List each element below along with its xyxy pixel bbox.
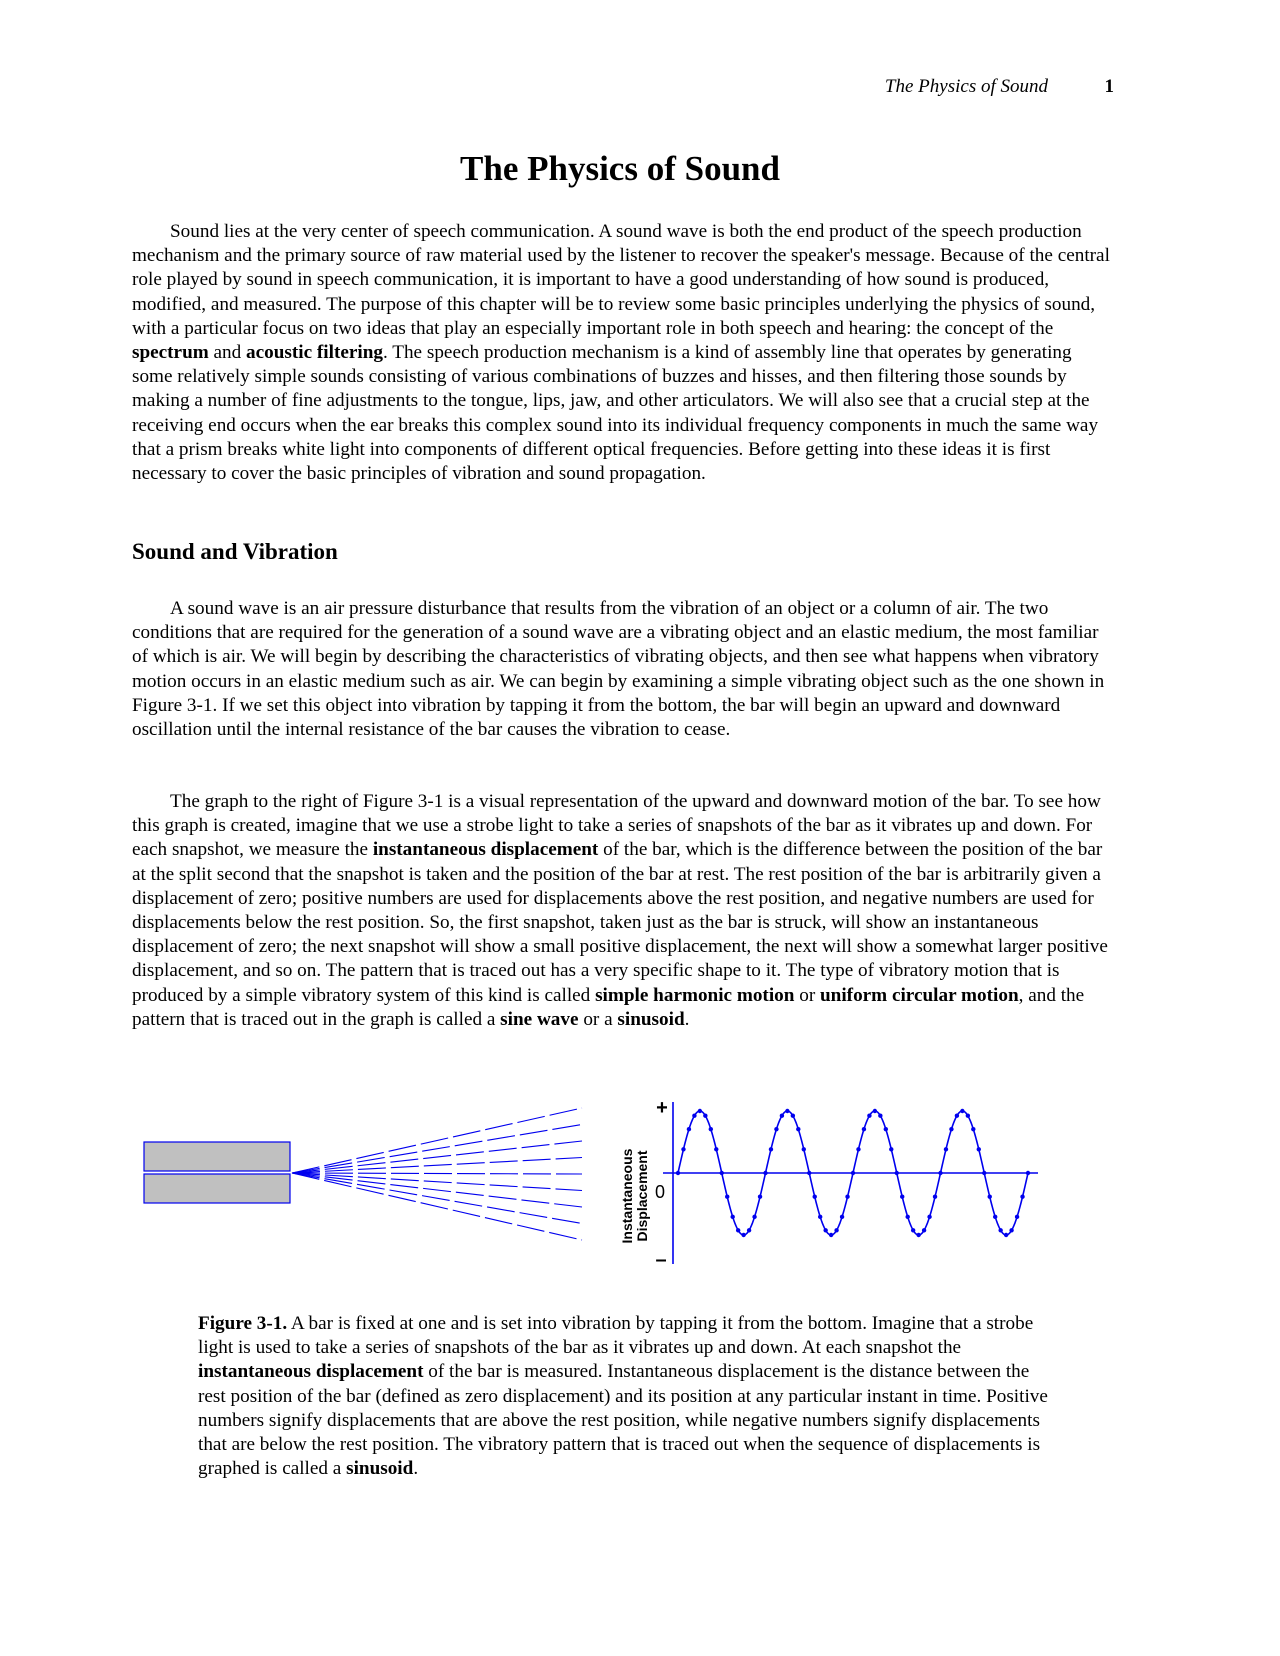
section-heading: Sound and Vibration (132, 539, 338, 564)
running-head (130, 76, 1114, 100)
figure-caption (198, 1312, 1058, 1481)
snapshot-point (813, 1195, 817, 1199)
tick-zero: 0 (654, 1182, 666, 1202)
snapshot-point (873, 1109, 877, 1113)
section-paragraph-1: A sound wave is an air pressure disturbance that results from the vibration of an object or a column of air. The two conditions that are required for the generation of a sound wave are a vibrating object and an elastic medium, the most familiar of which is air. We will begin by describing the characteristics of vibrating objects, and then see what happens when vibratory motion occurs in an elastic medium such as air. We can begin by examining a simple vibrating object such as the one shown in Figure 3-1. If we set this object into vibration by tapping it from the bottom, the bar will begin an upward and downward oscillation until the internal resistance of the bar causes the vibration to cease. (132, 598, 1105, 741)
text-run: A bar is fixed at one and is set into vibration by tapping it from the bottom. Imagine that a strobe light is used to take a series of snapshots of the bar as it vibrates up and down. At each snapshot the (198, 1313, 1034, 1359)
vibration-ray (292, 1141, 582, 1173)
vibration-ray (292, 1173, 582, 1240)
snapshot-point (949, 1127, 953, 1131)
snapshot-point (681, 1147, 685, 1151)
snapshot-point (938, 1171, 942, 1175)
snapshot-point (834, 1228, 838, 1232)
term-simple-harmonic-motion: simple harmonic motion (595, 984, 795, 1006)
term-instantaneous-displacement: instantaneous displacement (372, 839, 599, 861)
vibration-ray (292, 1108, 582, 1173)
snapshot-point (867, 1114, 871, 1118)
snapshot-point (785, 1109, 789, 1113)
text-run: Sound lies at the very center of speech communication. A sound wave is both the end product of the speech production mechanism and the primary source of raw material used by the listener to recover the speaker's message. Because of the central role played by sound in speech communication, it is important to have a good understanding of how sound is produced, modified, and measured. The purpose of this chapter will be to review some basic principles underlying the physics of sound, with a particular focus on two ideas that play an especially important role in both speech and hearing: the concept of the (132, 221, 1110, 339)
snapshot-point (845, 1195, 849, 1199)
snapshot-point (884, 1127, 888, 1131)
text-run: of the bar, which is the difference between the position of the bar at the split second that the snapshot is taken and the position of the bar at rest. The rest position of the bar is arbitrarily given a displacement of zero; positive numbers are used for displacements above the rest position, and negative numbers are used for displacements below the rest position. So, the first snapshot, taken just as the bar is struck, will show an instantaneous displacement of zero; the next snapshot will show a small positive displacement, the next will show a somewhat larger positive displacement, and so on. The pattern that is traced out has a very specific shape to it. The type of vibratory motion that is produced by a simple vibratory system of this kind is called (132, 839, 1108, 1006)
snapshot-point (769, 1147, 773, 1151)
text-run: or a (578, 1008, 618, 1030)
snapshot-point (676, 1171, 680, 1175)
running-title: The Physics of Sound (884, 76, 1048, 97)
tick-plus: + (656, 1097, 668, 1119)
snapshot-point (878, 1114, 882, 1118)
snapshot-point (905, 1215, 909, 1219)
snapshot-point (752, 1215, 756, 1219)
snapshot-point (780, 1114, 784, 1118)
vibration-ray (292, 1173, 582, 1224)
term-sinusoid: sinusoid (346, 1458, 414, 1480)
text-run: and (208, 342, 247, 364)
snapshot-point (736, 1228, 740, 1232)
term-sinusoid: sinusoid (617, 1008, 685, 1030)
snapshot-point (851, 1171, 855, 1175)
axis-ticks (655, 1097, 668, 1271)
vibration-rays (292, 1108, 582, 1240)
text-run: , and the pattern that is traced out in the graph is called a (132, 984, 1085, 1030)
snapshot-point (1009, 1228, 1013, 1232)
snapshot-point (971, 1127, 975, 1131)
intro-paragraph (132, 220, 1114, 486)
text-run: The graph to the right of Figure 3-1 is a visual representation of the upward and downward motion of the bar. To see how this graph is created, imagine that we use a strobe light to take a series of snapshots of the bar as it vibrates up and down. For each snapshot, we measure the (132, 791, 1101, 861)
text-run: . (684, 1008, 690, 1030)
snapshot-point (774, 1127, 778, 1131)
snapshot-point (982, 1171, 986, 1175)
snapshot-point (988, 1195, 992, 1199)
snapshot-point (916, 1233, 920, 1237)
snapshot-point (900, 1195, 904, 1199)
snapshot-point (966, 1114, 970, 1118)
snapshot-point (922, 1228, 926, 1232)
snapshot-point (720, 1171, 724, 1175)
snapshot-point (944, 1147, 948, 1151)
snapshot-point (927, 1215, 931, 1219)
vibration-ray (292, 1173, 582, 1207)
caption-label: Figure 3-1. (198, 1313, 288, 1334)
snapshot-point (791, 1114, 795, 1118)
figure-3-1 (136, 1088, 1096, 1288)
vibration-ray (292, 1173, 582, 1174)
snapshot-point (687, 1127, 691, 1131)
page-title: The Physics of Sound (460, 149, 780, 188)
snapshot-point (955, 1114, 959, 1118)
term-acoustic-filtering: acoustic filtering (246, 342, 383, 364)
text-run: . The speech production mechanism is a kind of assembly line that operates by generating some relatively simple sounds consisting of various combinations of buzzes and hisses, and then filtering those sounds by making a number of fine adjustments to the tongue, lips, jaw, and other articulators. We will also see that a crucial step at the receiving end occurs when the ear breaks this complex sound into its individual frequency components in much the same way that a prism breaks white light into components of different optical frequencies. Before getting into these ideas it is first necessary to cover the basic principles of vibration and sound propagation. (132, 342, 1099, 485)
snapshot-point (856, 1147, 860, 1151)
axis-label (619, 1148, 650, 1243)
snapshot-point (933, 1195, 937, 1199)
snapshot-point (807, 1171, 811, 1175)
snapshot-point (714, 1147, 718, 1151)
term-instantaneous-displacement: instantaneous displacement (198, 1361, 424, 1383)
snapshot-point (763, 1171, 767, 1175)
snapshot-point (703, 1114, 707, 1118)
tick-minus: – (655, 1249, 667, 1271)
snapshot-point (709, 1127, 713, 1131)
snapshot-point (823, 1228, 827, 1232)
snapshot-point (889, 1147, 893, 1151)
snapshot-point (862, 1127, 866, 1131)
axis-label-line-1: Instantaneous (619, 1148, 635, 1244)
term-sine-wave: sine wave (500, 1008, 579, 1030)
snapshot-point (730, 1215, 734, 1219)
snapshot-point (829, 1233, 833, 1237)
snapshot-point (911, 1228, 915, 1232)
term-spectrum: spectrum (132, 342, 209, 364)
vibration-ray (292, 1173, 582, 1191)
snapshot-point (741, 1233, 745, 1237)
text-run: . (413, 1458, 419, 1480)
axis-label-line-2: Displacement (634, 1150, 650, 1242)
snapshot-point (1004, 1233, 1008, 1237)
snapshot-point (692, 1114, 696, 1118)
snapshot-point (725, 1195, 729, 1199)
term-uniform-circular-motion: uniform circular motion (820, 984, 1019, 1006)
snapshot-point (796, 1127, 800, 1131)
text-run: or (794, 984, 820, 1006)
snapshot-point (895, 1171, 899, 1175)
snapshot-point (840, 1215, 844, 1219)
bar-lower-segment (144, 1174, 290, 1203)
snapshot-point (802, 1147, 806, 1151)
text-run: of the bar is measured. Instantaneous displacement is the distance between the rest position of the bar (defined as zero displacement) and its position at any particular instant in time. Positive numbers signify displacements that are above the rest position, while negative numbers signify displacements that are below the rest position. The vibratory pattern that is traced out when the sequence of displacements is graphed is called a (198, 1361, 1048, 1480)
page-number: 1 (1104, 76, 1114, 97)
snapshot-point (1020, 1195, 1024, 1199)
snapshot-point (1015, 1215, 1019, 1219)
snapshot-point (977, 1147, 981, 1151)
snapshot-point (1026, 1171, 1030, 1175)
snapshot-point (818, 1215, 822, 1219)
section-paragraph-2 (132, 790, 1114, 1032)
snapshot-point (998, 1228, 1002, 1232)
snapshot-point (960, 1109, 964, 1113)
snapshot-point (993, 1215, 997, 1219)
snapshot-point (758, 1195, 762, 1199)
snapshot-point (698, 1109, 702, 1113)
vibrating-bar (144, 1142, 290, 1203)
bar-upper-segment (144, 1142, 290, 1171)
snapshot-point (747, 1228, 751, 1232)
